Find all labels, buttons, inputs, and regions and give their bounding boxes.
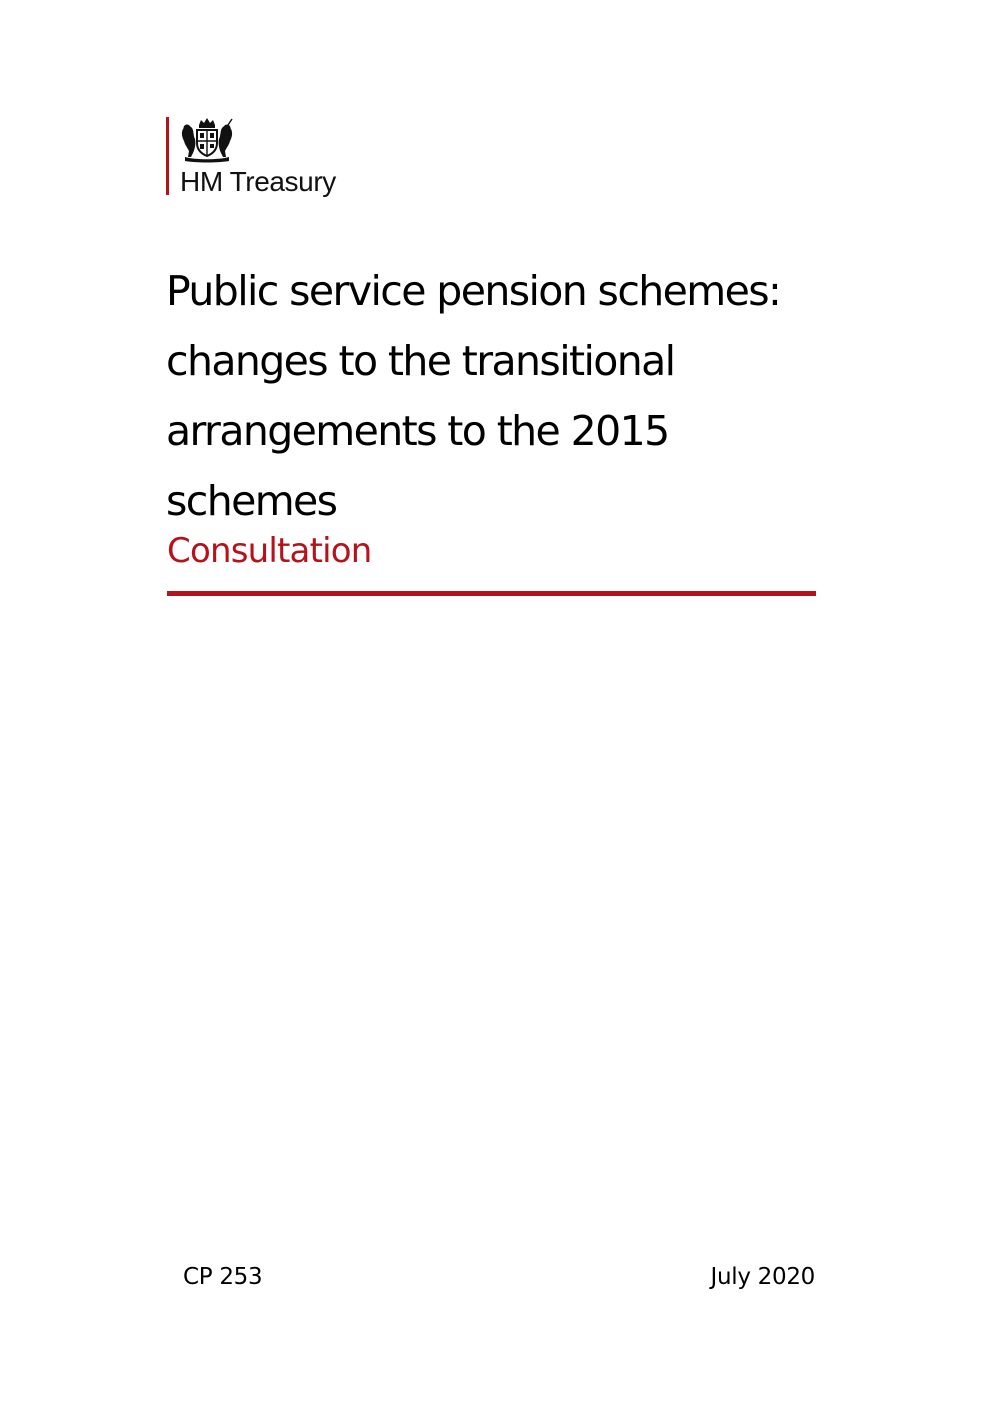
organisation-name: HM Treasury — [180, 166, 336, 197]
title-divider — [167, 591, 816, 596]
command-paper-reference: CP 253 — [183, 1264, 263, 1290]
royal-coat-of-arms-icon — [179, 117, 235, 163]
publication-date: July 2020 — [710, 1264, 815, 1290]
hm-treasury-logo — [166, 117, 366, 197]
document-title: Public service pension schemes: changes to the transitional arrangements to the 2015 schemes — [166, 267, 781, 525]
logo-accent-bar — [166, 117, 169, 195]
document-type: Consultation — [167, 531, 372, 571]
